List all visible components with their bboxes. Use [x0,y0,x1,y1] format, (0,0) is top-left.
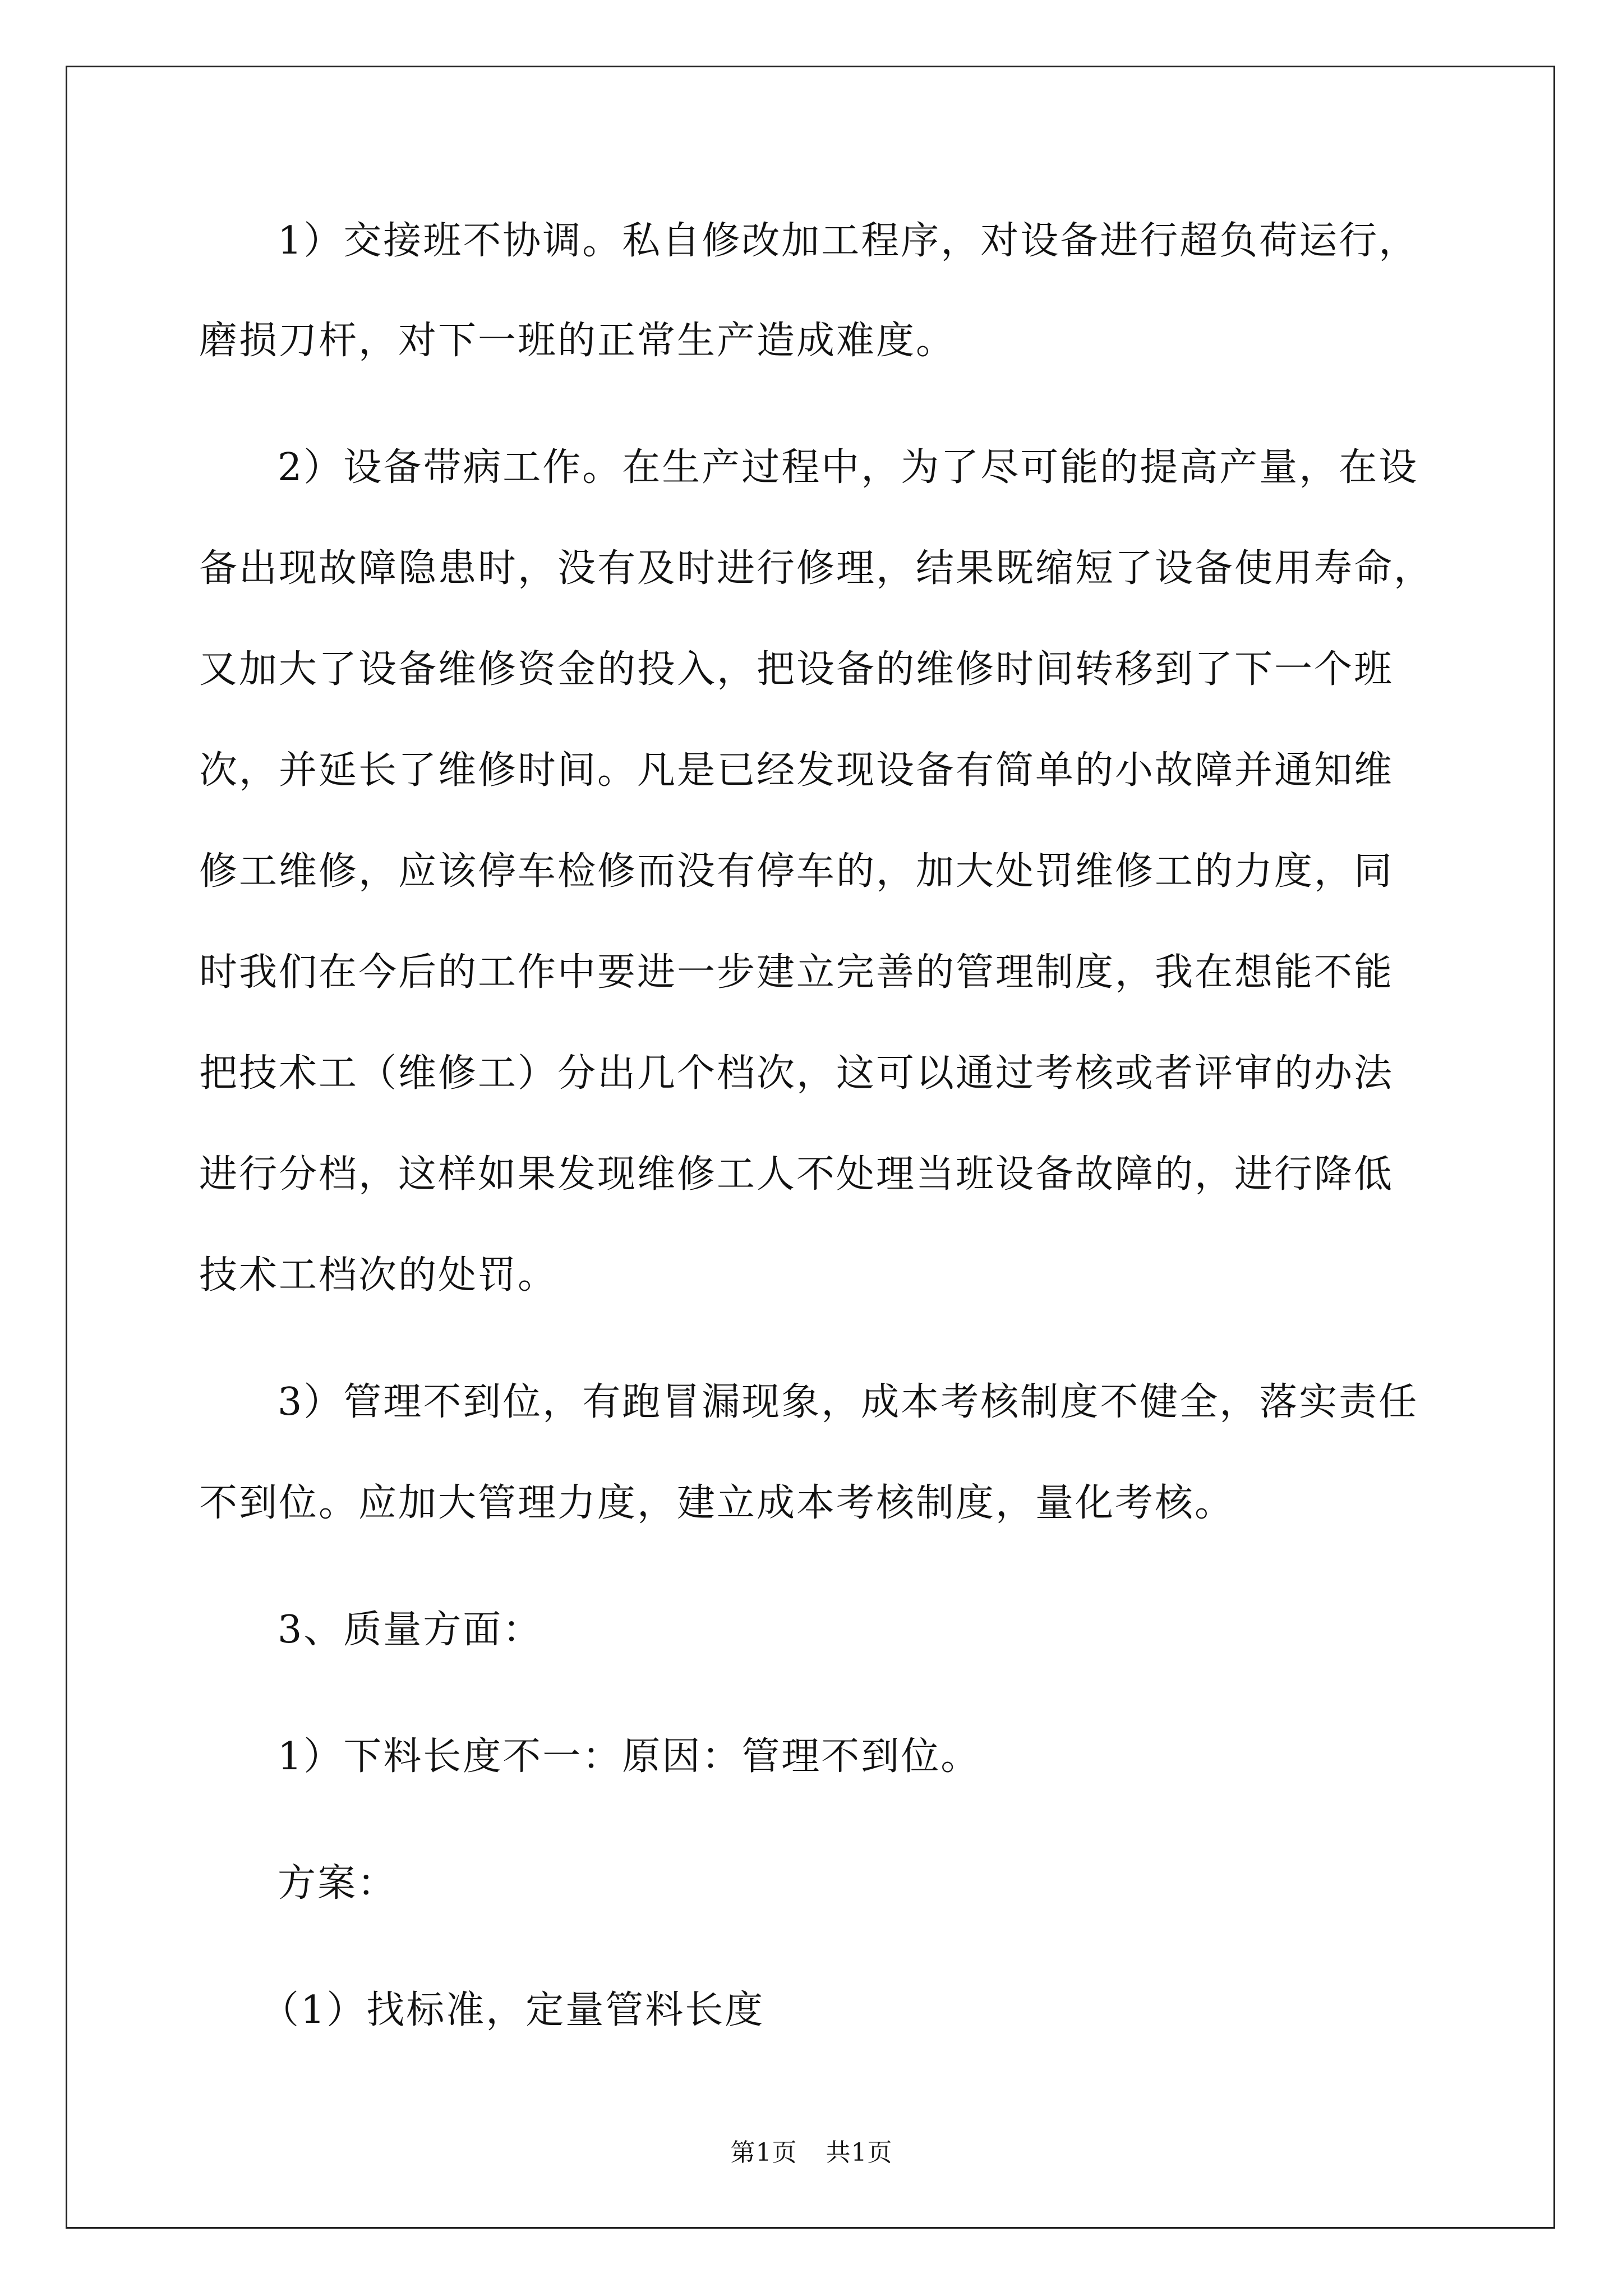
text-line: 次，并延长了维修时间。凡是已经发现设备有简单的小故障并通知维 [199,748,1394,793]
text-line: 备出现故障隐患时，没有及时进行修理，结果既缩短了设备使用寿命， [199,546,1434,591]
section-heading: 3、质量方面： [278,1608,543,1652]
text-line: （1）找标准，定量管料长度 [261,1988,765,2032]
text-line: 修工维修，应该停车检修而没有停车的，加大处罚维修工的力度，同 [199,849,1394,894]
text-line: 1）下料长度不一：原因：管理不到位。 [278,1734,981,1779]
text-line: 时我们在今后的工作中要进一步建立完善的管理制度，我在想能不能 [199,950,1394,995]
text-line: 进行分档，这样如果发现维修工人不处理当班设备故障的，进行降低 [199,1152,1394,1197]
page-number: 第1页 [730,2138,797,2167]
text-line: 不到位。应加大管理力度，建立成本考核制度，量化考核。 [199,1481,1235,1525]
text-line: 技术工档次的处罚。 [199,1253,558,1297]
text-line: 方案： [278,1861,398,1906]
text-line: 3）管理不到位，有跑冒漏现象，成本考核制度不健全，落实责任 [278,1380,1419,1424]
text-line: 把技术工（维修工）分出几个档次，这可以通过考核或者评审的办法 [199,1051,1394,1096]
text-line: 2）设备带病工作。在生产过程中，为了尽可能的提高产量，在设 [278,445,1419,490]
text-line: 磨损刀杆，对下一班的正常生产造成难度。 [199,319,956,363]
text-line: 又加大了设备维修资金的投入，把设备的维修时间转移到了下一个班 [199,647,1394,692]
text-line: 1）交接班不协调。私自修改加工程序，对设备进行超负荷运行， [278,219,1419,263]
page-total: 共1页 [826,2138,893,2167]
page-footer [0,2137,1623,2169]
